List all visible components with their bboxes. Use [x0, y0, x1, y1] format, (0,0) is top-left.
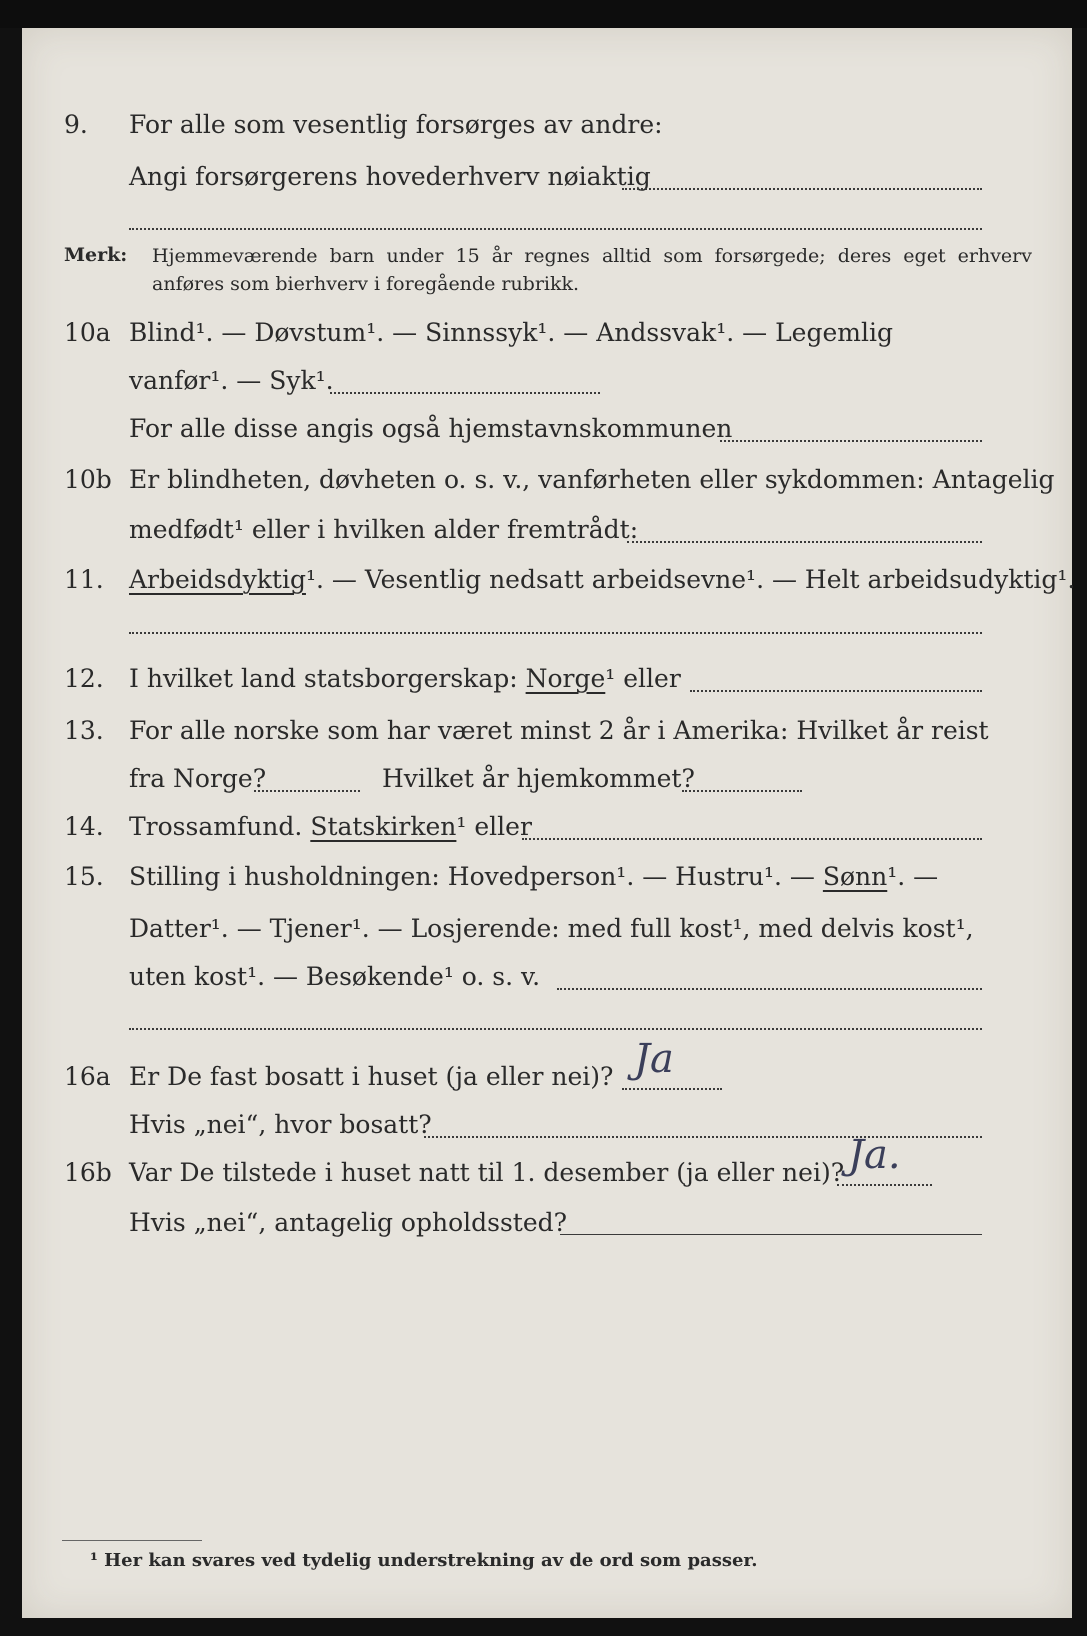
q14-answer-line[interactable] [522, 838, 982, 840]
scan-top-edge [0, 0, 1087, 28]
q16b-number: 16b [64, 1158, 112, 1187]
q11-text [129, 565, 1075, 594]
q15-options-cont: Datter¹. — Tjener¹. — Losjerende: med full kost¹, med delvis kost¹, [129, 914, 974, 943]
q12-option-norge[interactable]: Norge [525, 664, 606, 693]
census-form-page [22, 28, 1076, 1618]
q15-option-sonn[interactable]: Sønn [822, 862, 888, 891]
q10b-number: 10b [64, 465, 112, 494]
q15-text [129, 862, 938, 891]
q12-answer-line[interactable] [690, 690, 982, 692]
q15-answer-line[interactable] [557, 988, 982, 990]
q15-options-end: uten kost¹. — Besøkende¹ o. s. v. [129, 962, 541, 991]
q15-options-a: Stilling i husholdningen: Hovedperson¹. — Hustru¹. — [129, 862, 823, 891]
q16b-handwritten-answer: Ja. [848, 1132, 901, 1178]
q13-hjemkommet-line[interactable] [682, 790, 802, 792]
q9-sub-question: Angi forsørgerens hovederhverv nøiaktig [129, 162, 651, 191]
q14-number: 14. [64, 812, 104, 841]
q9-answer-line-2[interactable] [129, 228, 982, 230]
q16a-answer-line[interactable] [622, 1088, 722, 1090]
q11-answer-line[interactable] [129, 632, 982, 634]
q10b-sub-question: medfødt¹ eller i hvilken alder fremtrådt: [129, 515, 639, 544]
q14-option-statskirken[interactable]: Statskirken [310, 812, 457, 841]
q13-hjemkommet-label: Hvilket år hjemkommet? [382, 764, 695, 793]
footnote: ¹ Her kan svares ved tydelig understrekning av de ord som passer. [90, 1550, 758, 1571]
q16a-handwritten-answer: Ja [634, 1036, 674, 1082]
q12-text [129, 664, 681, 693]
q16b-sub-question: Hvis „nei“, antagelig opholdssted? [129, 1208, 568, 1237]
q10a-kommune-line[interactable] [720, 440, 982, 442]
q15-options-b: ¹. — [887, 862, 939, 891]
q12-number: 12. [64, 664, 104, 693]
q10a-number: 10a [64, 318, 111, 347]
q9-number: 9. [64, 110, 88, 139]
q11-option-arbeidsdyktig[interactable]: Arbeidsdyktig [129, 565, 306, 594]
q11-number: 11. [64, 565, 104, 594]
q13-reist-label: fra Norge? [129, 764, 267, 793]
q14-eller: ¹ eller [456, 812, 532, 841]
q10b-question: Er blindheten, døvheten o. s. v., vanførheten eller sykdommen: Antagelig [129, 465, 1055, 494]
q16b-answer-line[interactable] [837, 1184, 932, 1186]
q11-other-options: ¹. — Vesentlig nedsatt arbeidsevne¹. — Helt arbeidsudyktig¹. [305, 565, 1076, 594]
q15-answer-line-2[interactable] [129, 1028, 982, 1030]
q13-number: 13. [64, 716, 104, 745]
q16a-question: Er De fast bosatt i huset (ja eller nei)? [129, 1062, 614, 1091]
q10a-options: Blind¹. — Døvstum¹. — Sinnssyk¹. — Andssvak¹. — Legemlig [129, 318, 893, 347]
q16a-number: 16a [64, 1062, 111, 1091]
footnote-rule [62, 1540, 202, 1541]
q10b-answer-line[interactable] [627, 541, 982, 543]
merk-label: Merk: [64, 244, 128, 266]
q9-answer-line[interactable] [622, 188, 982, 190]
q10a-answer-line[interactable] [330, 392, 600, 394]
q10a-sub-question: For alle disse angis også hjemstavnskommunen [129, 414, 733, 443]
q12-eller: ¹ eller [605, 664, 681, 693]
q15-number: 15. [64, 862, 104, 891]
q10a-options-cont: vanfør¹. — Syk¹. [129, 366, 334, 395]
q16b-question: Var De tilstede i huset natt til 1. desember (ja eller nei)? [129, 1158, 845, 1187]
q9-question: For alle som vesentlig forsørges av andre: [129, 110, 663, 139]
q16b-opholdssted-line[interactable] [560, 1234, 982, 1235]
q16a-sub-question: Hvis „nei“, hvor bosatt? [129, 1110, 432, 1139]
merk-note: Hjemmeværende barn under 15 år regnes alltid som forsørgede; deres eget erhverv anføres som bierhverv i foregående rubrikk. [152, 245, 1032, 295]
q14-question: Trossamfund. [129, 812, 311, 841]
q12-question: I hvilket land statsborgerskap: [129, 664, 526, 693]
q14-text [129, 812, 532, 841]
q13-reist-line[interactable] [254, 790, 360, 792]
q13-question: For alle norske som har været minst 2 år i Amerika: Hvilket år reist [129, 716, 989, 745]
